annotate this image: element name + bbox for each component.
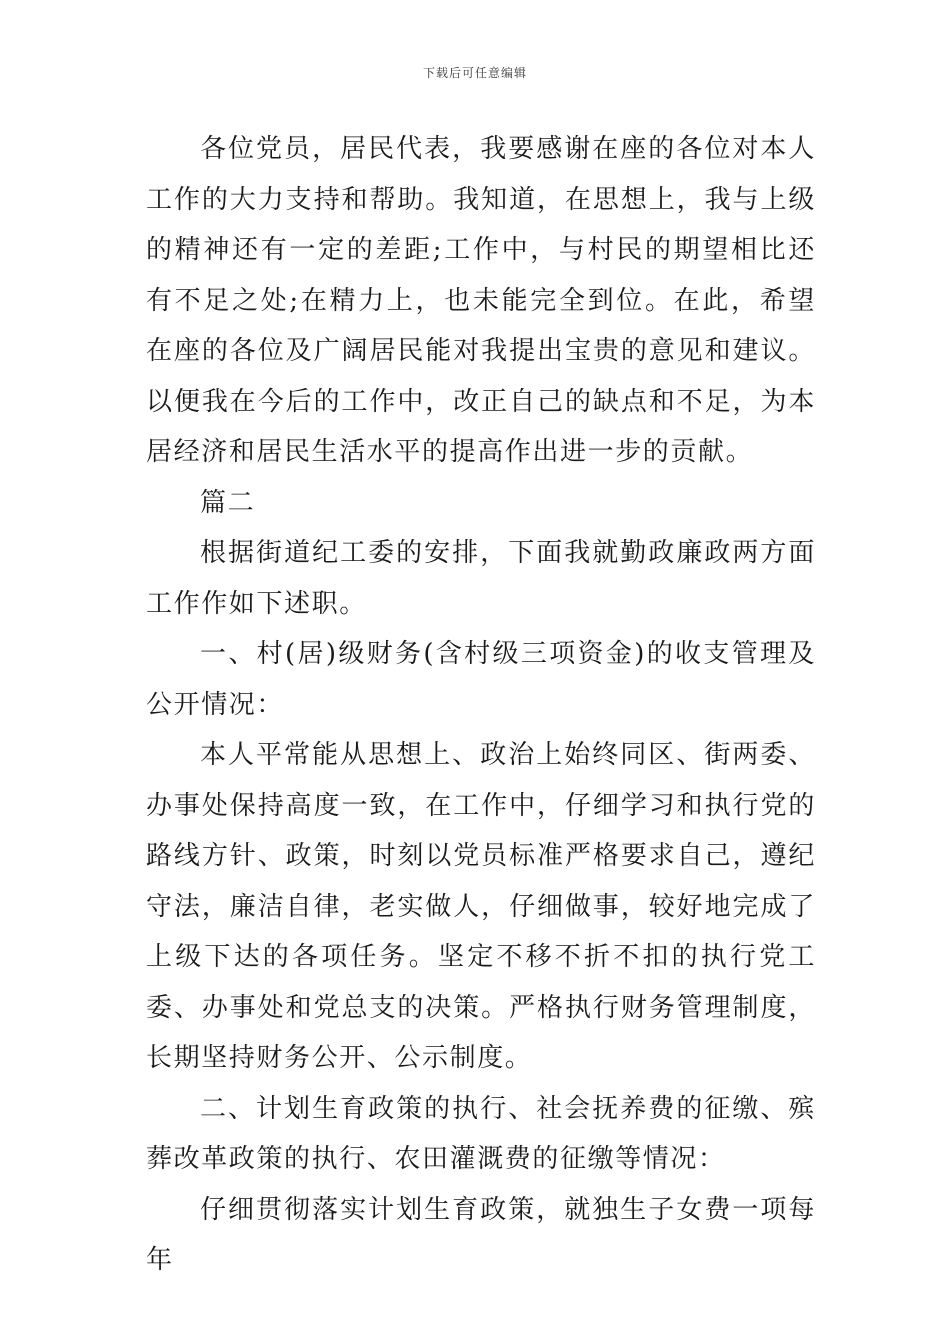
paragraph: 本人平常能从思想上、政治上始终同区、街两委、办事处保持高度一致，在工作中，仔细学习和执行党的路线方针、政策，时刻以党员标准严格要求自己，遵纪守法，廉洁自律，老实做人，仔细做事，较好地完成了上级下达的各项任务。坚定不移不折不扣的执行党工委、办事处和党总支的决策。严格执行财务管理制度，长期坚持财务公开、公示制度。 bbox=[146, 740, 816, 1073]
header-note: 下载后可任意编辑 bbox=[422, 66, 527, 80]
paragraph: 仔细贯彻落实计划生育政策，就独生子女费一项每年 bbox=[146, 1194, 816, 1275]
paragraph: 根据街道纪工委的安排，下面我就勤政廉政两方面工作作如下述职。 bbox=[146, 538, 816, 619]
paragraph: 二、计划生育政策的执行、社会抚养费的征缴、殡葬改革政策的执行、农田灌溉费的征缴等情况： bbox=[146, 1093, 816, 1174]
paragraph: 各位党员，居民代表，我要感谢在座的各位对本人工作的大力支持和帮助。我知道，在思想上，我与上级的精神还有一定的差距;工作中，与村民的期望相比还有不足之处;在精力上，也未能完全到位。在此，希望在座的各位及广阔居民能对我提出宝贵的意见和建议。以便我在今后的工作中，改正自己的缺点和不足，为本居经济和居民生活水平的提高作出进一步的贡献。 bbox=[146, 134, 816, 467]
section-heading: 篇二 bbox=[200, 487, 256, 518]
document-body bbox=[146, 124, 816, 1286]
paragraph: 一、村(居)级财务(含村级三项资金)的收支管理及公开情况： bbox=[146, 639, 816, 720]
